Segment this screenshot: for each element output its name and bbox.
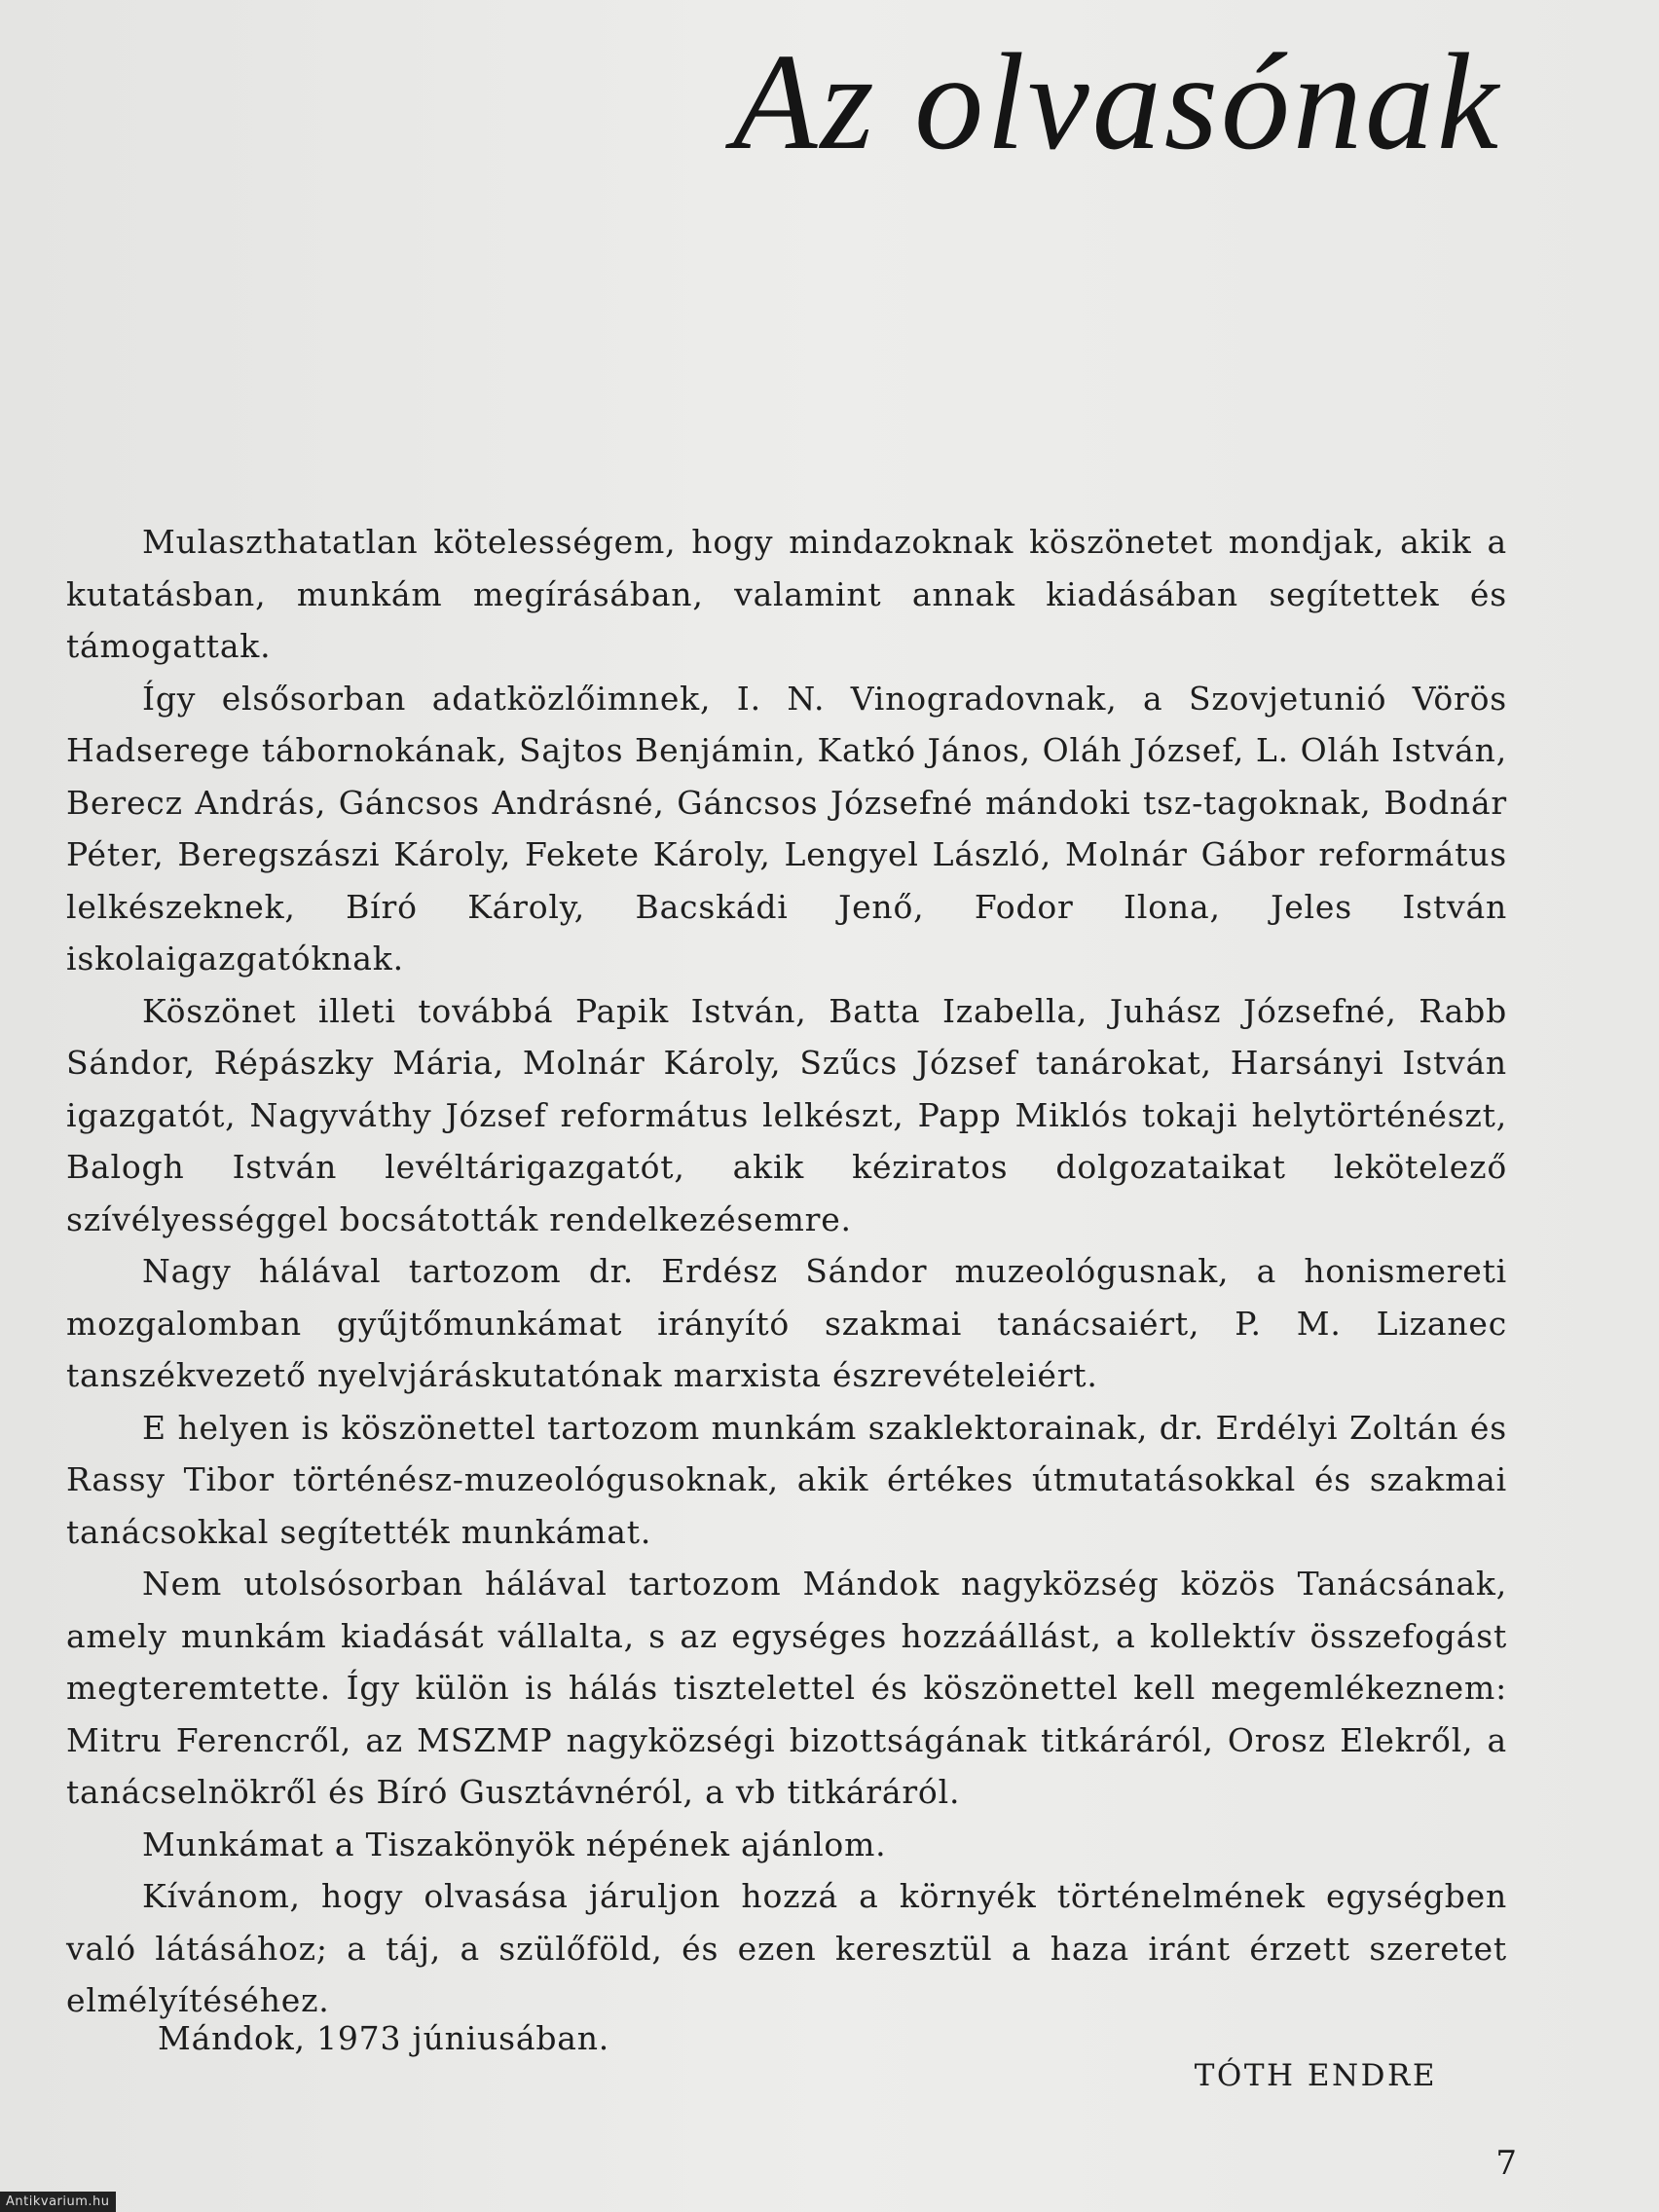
paragraph: E helyen is köszönettel tartozom munkám szaklektorainak, dr. Erdélyi Zoltán és Rassy Tibor történész-muzeológusoknak, akik értékes útmutatásokkal és szakmai tanácsokkal segítették munkámat.: [66, 1408, 1507, 1551]
page-number: 7: [1495, 2144, 1517, 2183]
body-text: [66, 516, 1507, 2027]
place-date: Mándok, 1973 júniusában.: [158, 2019, 610, 2057]
paragraph: Munkámat a Tiszakönyök népének ajánlom.: [142, 1825, 887, 1863]
paragraph: Így elsősorban adatközlőimnek, I. N. Vinogradovnak, a Szovjetunió Vörös Hadserege tábornokának, Sajtos Benjámin, Katkó János, Oláh József, L. Oláh István, Berecz András, Gáncsos Andrásné, Gáncsos Józsefné mándoki tsz-tagoknak, Bodnár Péter, Beregszászi Károly, Fekete Károly, Lengyel László, Molnár Gábor református lelkészeknek, Bíró Károly, Bacskádi Jenő, Fodor Ilona, Jeles István iskolaigazgatóknak.: [66, 679, 1507, 977]
paragraph: Nagy hálával tartozom dr. Erdész Sándor muzeológusnak, a honismereti mozgalomban gyűjtőmunkámat irányító szakmai tanácsaiért, P. M. Lizanec tanszékvezető nyelvjáráskutatónak marxista észrevételeiért.: [66, 1252, 1507, 1394]
paragraph: Nem utolsósorban hálával tartozom Mándok nagyközség közös Tanácsának, amely munkám kiadását vállalta, s az egységes hozzáállást, a kollektív összefogást megteremtette. Így külön is hálás tisztelettel és köszönettel kell megemlékeznem: Mitru Ferencről, az MSZMP nagyközségi bizottságának titkáráról, Orosz Elekről, a tanácselnökről és Bíró Gusztávnéról, a vb titkáráról.: [66, 1565, 1507, 1811]
paragraph: Köszönet illeti továbbá Papik István, Batta Izabella, Juhász Józsefné, Rabb Sándor, Répászky Mária, Molnár Károly, Szűcs József tanárokat, Harsányi István igazgatót, Nagyváthy József református lelkészt, Papp Miklós tokaji helytörténészt, Balogh István levéltárigazgatót, akik kéziratos dolgozataikat lekötelező szívélyességgel bocsátották rendelkezésemre.: [66, 991, 1507, 1238]
author-signature: TÓTH ENDRE: [1194, 2058, 1437, 2093]
paragraph: Kívánom, hogy olvasása járuljon hozzá a környék történelmének egységben való látásához; a táj, a szülőföld, és ezen keresztül a haza iránt érzett szeretet elmélyítéséhez.: [66, 1877, 1507, 2019]
paragraph: Mulaszthatatlan kötelességem, hogy mindazoknak köszönetet mondjak, akik a kutatásban, munkám megírásában, valamint annak kiadásában segítettek és támogattak.: [66, 523, 1507, 665]
watermark: Antikvarium.hu: [0, 2192, 116, 2212]
page-title: Az olvasónak: [732, 24, 1501, 178]
